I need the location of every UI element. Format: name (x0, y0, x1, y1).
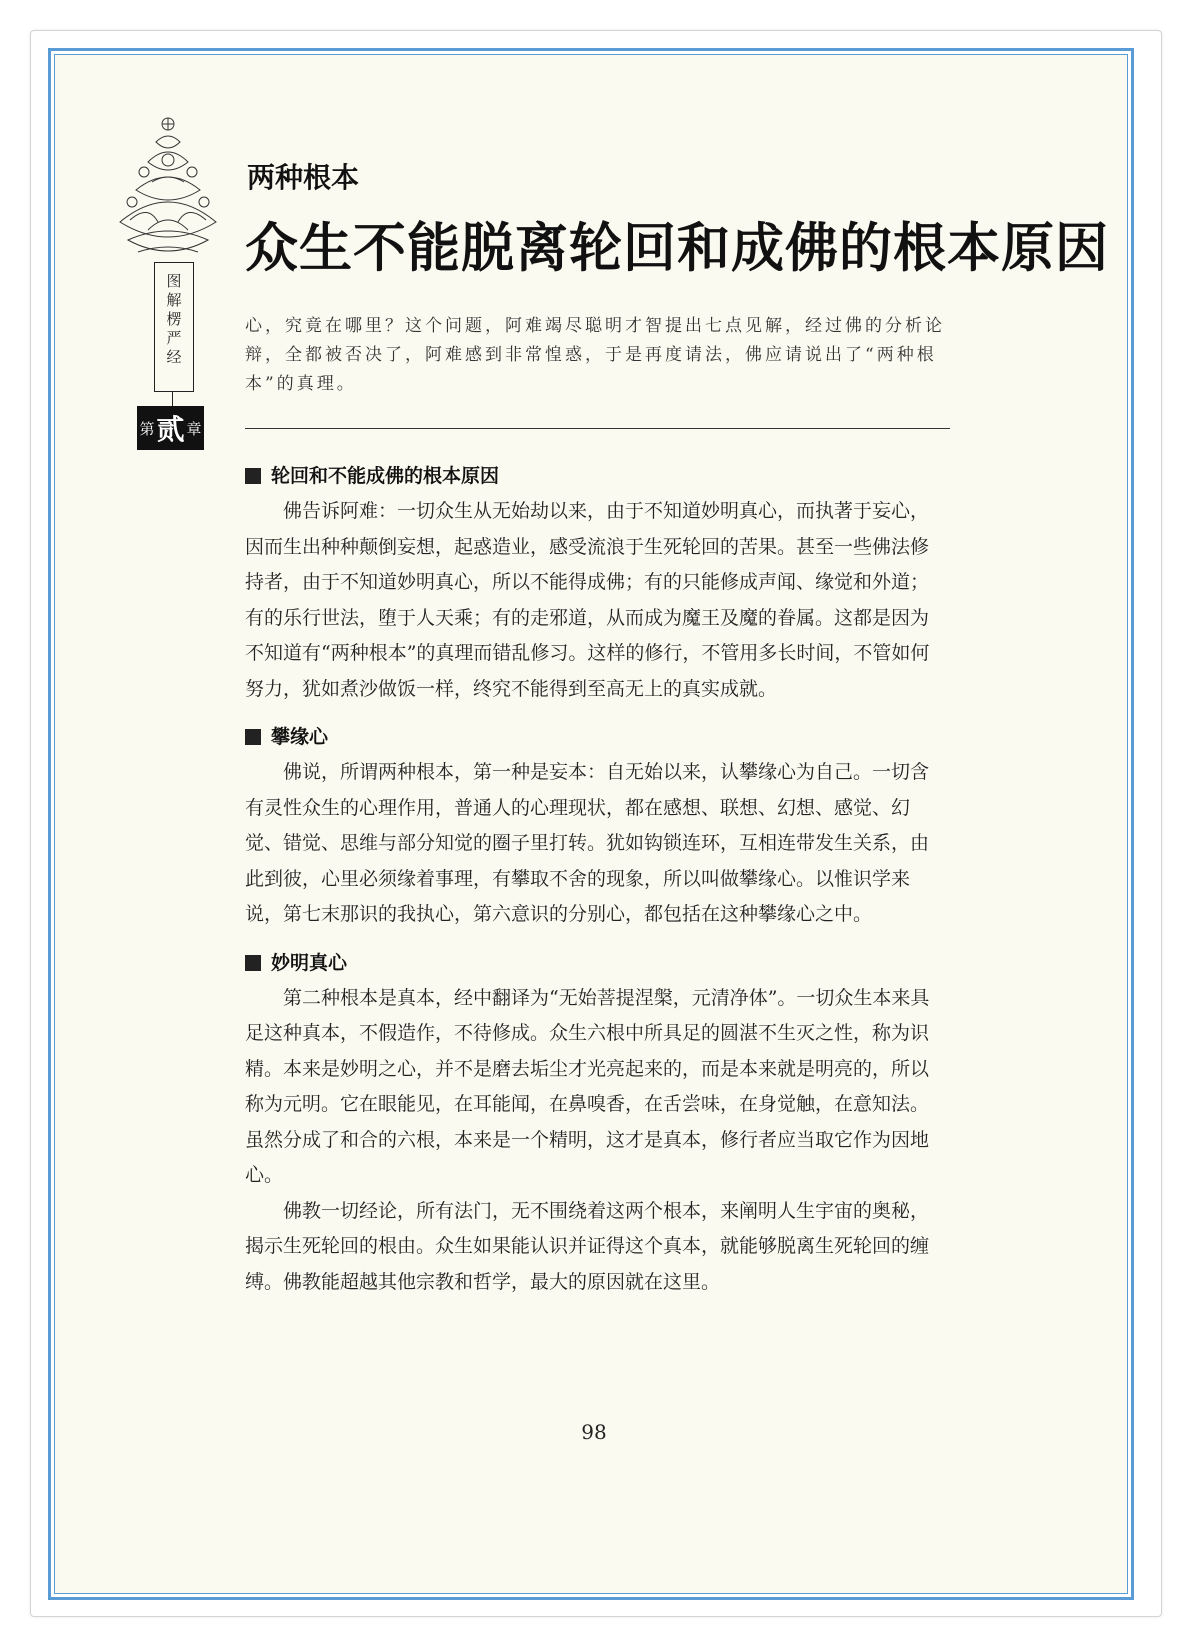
section-heading-text: 轮回和不能成佛的根本原因 (271, 465, 500, 487)
body-paragraph: 佛说，所谓两种根本，第一种是妄本：自无始以来，认攀缘心为自己。一切含有灵性众生的心理作用，普通人的心理现状，都在感想、联想、幻想、感觉、幻觉、错觉、思维与部分知觉的圈子里打转。犹如钩锁连环，互相连带发生关系，由此到彼，心里必须缘着事理，有攀取不舍的现象，所以叫做攀缘心。以惟识学来说，第七末那识的我执心，第六意识的分别心，都包括在这种攀缘心之中。 (245, 761, 930, 925)
body-paragraph: 佛告诉阿难：一切众生从无始劫以来，由于不知道妙明真心，而执著于妄心，因而生出种种颠倒妄想，起惑造业，感受流浪于生死轮回的苦果。甚至一些佛法修持者，由于不知道妙明真心，所以不能得成佛；有的只能修成声闻、缘觉和外道；有的乐行世法，堕于人天乘；有的走邪道，从而成为魔王及魔的眷属。这都是因为不知道有“两种根本”的真理而错乱修习。这样的修行，不管用多长时间，不管如何努力，犹如煮沙做饭一样，终究不能得到至高无上的真实成就。 (245, 500, 930, 700)
lotus-stupa-ornament (108, 112, 228, 277)
chapter-prefix: 第 (139, 419, 155, 438)
chapter-suffix: 章 (186, 419, 202, 438)
body-content (245, 458, 945, 1300)
body-paragraph: 第二种根本是真本，经中翻译为“无始菩提涅槃，元清净体”。一切众生本来具足这种真本，不假造作，不待修成。众生六根中所具足的圆湛不生灭之性，称为识精。本来是妙明之心，并不是磨去垢尘才光亮起来的，而是本来就是明亮的，所以称为元明。它在眼能见，在耳能闻，在鼻嗅香，在舌尝味，在身觉触，在意知法。虽然分成了和合的六根，本来是一个精明，这才是真本，修行者应当取它作为因地心。 (245, 986, 930, 1186)
book-title-box (154, 262, 194, 392)
section-heading-text: 妙明真心 (271, 951, 348, 974)
intro-text: 心，究竟在哪里？这个问题，阿难竭尽聪明才智提出七点见解，经过佛的分析论辩，全都被否决了，阿难感到非常惶惑，于是再度请法，佛应请说出了“两种根本”的真理。 (245, 316, 945, 394)
tab-connector (172, 392, 173, 406)
section-heading (245, 945, 945, 981)
book-title: 图解楞严经 (164, 273, 183, 368)
divider-rule (245, 428, 950, 429)
section-subtitle: 两种根本 (247, 161, 360, 194)
body-paragraph: 佛教一切经论，所有法门，无不围绕着这两个根本，来阐明人生宇宙的奥秘，揭示生死轮回的根由。众生如果能认识并证得这个真本，就能够脱离生死轮回的缠缚。佛教能超越其他宗教和哲学，最大的原因就在这里。 (245, 1199, 930, 1293)
section-heading (245, 458, 945, 494)
square-bullet-icon (245, 729, 261, 745)
section-heading-text: 攀缘心 (271, 726, 329, 748)
square-bullet-icon (245, 955, 261, 971)
section-heading (245, 719, 945, 755)
square-bullet-icon (245, 468, 261, 484)
chapter-number: 贰 (156, 413, 185, 446)
page-number: 98 (581, 1420, 607, 1444)
page-title: 众生不能脱离轮回和成佛的根本原因 (245, 218, 1109, 279)
chapter-tab (137, 406, 204, 450)
